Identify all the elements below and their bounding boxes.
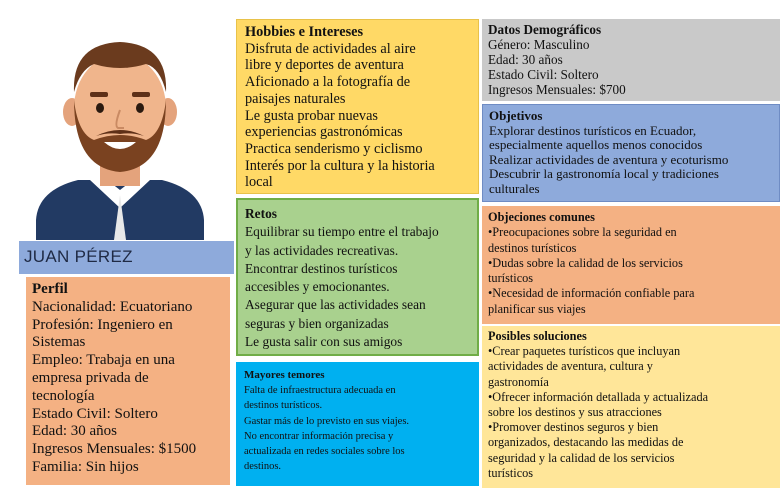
perfil-line: Familia: Sin hijos: [32, 458, 139, 475]
temores-line: No encontrar información precisa y: [244, 430, 394, 442]
perfil-line: Ingresos Mensuales: $1500: [32, 441, 197, 458]
objetivos-line: Explorar destinos turísticos en Ecuador,: [489, 122, 697, 138]
soluciones-line: •Crear paquetes turísticos que incluyan: [488, 344, 681, 359]
retos-line: Encontrar destinos turísticos: [245, 260, 398, 276]
temores-line: Falta de infraestructura adecuada en: [244, 385, 396, 397]
retos-title: Retos: [245, 206, 277, 221]
objeciones-line: turísticos: [488, 271, 534, 286]
hobbies-line: Interés por la cultura y la historia: [245, 157, 435, 174]
temores-line: destinos turísticos.: [244, 400, 323, 412]
perfil-line: tecnología: [32, 387, 95, 404]
demograficos-line: Edad: 30 años: [488, 52, 563, 67]
retos-line: y las actividades recreativas.: [245, 242, 399, 258]
demograficos-line: Ingresos Mensuales: $700: [488, 82, 626, 97]
soluciones-line: seguridad y la calidad de los servicios: [488, 450, 675, 465]
objeciones-line: destinos turísticos: [488, 240, 577, 255]
objetivos-title: Objetivos: [489, 108, 543, 123]
soluciones-line: gastronomía: [488, 374, 549, 389]
objeciones-line: planificar sus viajes: [488, 301, 586, 316]
objetivos-panel: [482, 104, 780, 202]
objeciones-line: •Necesidad de información confiable para: [488, 286, 695, 301]
soluciones-panel: [482, 326, 780, 488]
retos-line: seguras y bien organizadas: [245, 315, 389, 331]
hobbies-line: local: [245, 174, 273, 191]
hobbies-line: libre y deportes de aventura: [245, 57, 404, 74]
retos-line: Equilibrar su tiempo entre el trabajo: [245, 224, 439, 240]
soluciones-line: organizados, destacando las medidas de: [488, 435, 684, 450]
objeciones-line: •Dudas sobre la calidad de los servicios: [488, 255, 683, 270]
demograficos-title: Datos Demográficos: [488, 22, 602, 37]
temores-title: Mayores temores: [244, 369, 325, 381]
perfil-line: Edad: 30 años: [32, 423, 117, 440]
soluciones-title: Posibles soluciones: [488, 329, 587, 343]
hobbies-line: Disfruta de actividades al aire: [245, 40, 416, 57]
retos-panel: [236, 198, 479, 356]
hobbies-panel: [236, 19, 479, 194]
perfil-line: Profesión: Ingeniero en: [32, 316, 173, 333]
hobbies-title: Hobbies e Intereses: [245, 24, 364, 40]
hobbies-line: experiencias gastronómicas: [245, 124, 403, 141]
soluciones-line: sobre los destinos y sus atracciones: [488, 405, 662, 420]
hobbies-line: Practica senderismo y ciclismo: [245, 140, 423, 157]
perfil-line: empresa privada de: [32, 369, 149, 386]
hobbies-line: Le gusta probar nuevas: [245, 107, 378, 124]
perfil-panel: [26, 277, 230, 485]
objeciones-title: Objeciones comunes: [488, 210, 595, 224]
temores-line: destinos.: [244, 461, 282, 473]
retos-line: Asegurar que las actividades sean: [245, 297, 426, 313]
temores-line: Gastar más de lo previsto en sus viajes.: [244, 415, 410, 427]
persona-name: JUAN PÉREZ: [24, 247, 133, 266]
hobbies-line: paisajes naturales: [245, 90, 346, 107]
perfil-line: Empleo: Trabaja en una: [32, 352, 175, 369]
persona-name-banner: [19, 241, 234, 274]
temores-line: actualizada en redes sociales sobre los: [244, 446, 405, 458]
soluciones-line: turísticos: [488, 465, 534, 480]
demograficos-line: Género: Masculino: [488, 37, 590, 52]
objetivos-line: Realizar actividades de aventura y ecoturismo: [489, 151, 729, 167]
soluciones-line: •Promover destinos seguros y bien: [488, 420, 659, 435]
objetivos-line: Descubrir la gastronomía local y tradiciones: [489, 166, 719, 181]
objetivos-line: culturales: [489, 180, 540, 196]
perfil-title: Perfil: [32, 281, 68, 297]
soluciones-line: •Ofrecer información detallada y actualizada: [488, 389, 709, 404]
perfil-line: Sistemas: [32, 334, 86, 351]
objeciones-line: •Preocupaciones sobre la seguridad en: [488, 225, 677, 240]
demograficos-panel: [482, 19, 780, 101]
perfil-line: Estado Civil: Soltero: [32, 405, 158, 422]
objetivos-line: especialmente aquellos menos conocidos: [489, 137, 703, 152]
temores-panel: [236, 362, 479, 486]
bearded-man-avatar-icon: [28, 30, 212, 240]
perfil-line: Nacionalidad: Ecuatoriano: [32, 298, 193, 315]
objeciones-panel: [482, 206, 780, 324]
soluciones-line: actividades de aventura, cultura y: [488, 359, 653, 374]
hobbies-line: Aficionado a la fotografía de: [245, 74, 411, 91]
retos-line: Le gusta salir con sus amigos: [245, 334, 403, 350]
retos-line: accesibles y emocionantes.: [245, 279, 390, 295]
demograficos-line: Estado Civil: Soltero: [488, 67, 599, 82]
